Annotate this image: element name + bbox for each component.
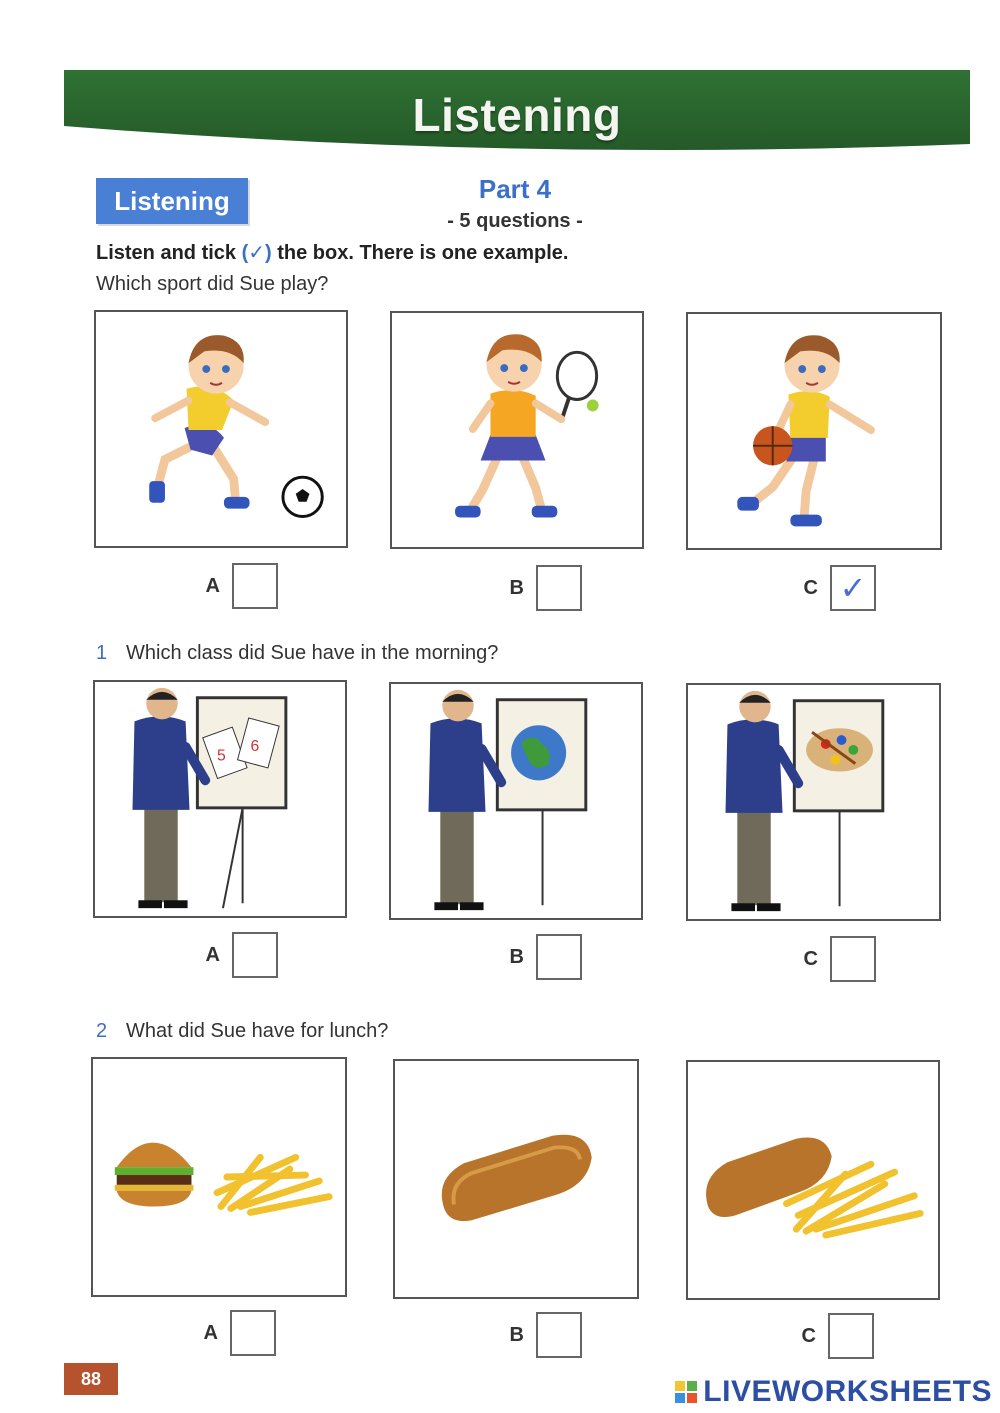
fish-and-chips-image: [688, 1062, 938, 1298]
svg-text:6: 6: [250, 737, 260, 755]
option-q1-a: [200, 932, 278, 978]
question-number: 2: [96, 1020, 108, 1042]
option-example-c: [798, 565, 876, 611]
question-text: What did Sue have for lunch?: [126, 1020, 389, 1042]
option-letter: C: [803, 947, 818, 970]
tick-symbol: (✓): [241, 242, 272, 264]
question-number: 1: [96, 642, 108, 664]
instruction-end: the box. There is one example.: [271, 242, 569, 264]
brand-grid-icon: [675, 1381, 697, 1403]
teacher-geography-image: [391, 684, 641, 918]
picture-q2-c: [686, 1060, 940, 1300]
option-q1-c: [798, 936, 876, 982]
option-letter: A: [203, 1321, 218, 1344]
burger-and-chips-image: [93, 1059, 345, 1295]
fish-fingers-image: [395, 1061, 637, 1297]
picture-q1-a: [93, 680, 347, 918]
section-tag: Listening: [96, 178, 248, 224]
picture-q2-a: [91, 1057, 347, 1297]
picture-q2-b: [393, 1059, 639, 1299]
tick-box-q1-c[interactable]: [830, 936, 876, 982]
option-q1-b: [504, 934, 582, 980]
example-question: [96, 273, 328, 296]
girl-football-image: [96, 312, 346, 546]
option-q2-c: [796, 1313, 874, 1359]
question-text: Which class did Sue have in the morning?: [126, 642, 499, 664]
girl-tennis-image: [392, 313, 642, 547]
picture-q1-c: [686, 683, 941, 921]
tick-box-q2-c[interactable]: [828, 1313, 874, 1359]
brand-logo[interactable]: [675, 1375, 992, 1409]
tick-box-q2-a[interactable]: [230, 1310, 276, 1356]
tick-box-q2-b[interactable]: [536, 1312, 582, 1358]
option-example-a: [200, 563, 278, 609]
picture-example-b: [390, 311, 644, 549]
girl-basketball-image: [688, 314, 940, 548]
question-text: Which sport did Sue play?: [96, 273, 329, 295]
page-number: 88: [64, 1363, 118, 1395]
tick-box-q1-b[interactable]: [536, 934, 582, 980]
tick-box-q1-a[interactable]: [232, 932, 278, 978]
teacher-maths-image: [95, 682, 345, 916]
banner-title: Listening: [412, 89, 622, 141]
picture-q1-b: [389, 682, 643, 920]
part-title: Part 4: [478, 174, 552, 204]
question-count: - 5 questions -: [447, 210, 583, 232]
teacher-art-image: [688, 685, 939, 919]
title-banner: [64, 70, 970, 162]
option-letter: B: [509, 1323, 524, 1346]
option-letter: C: [801, 1324, 816, 1347]
instruction: [96, 240, 568, 265]
svg-text:5: 5: [217, 747, 226, 765]
option-letter: A: [205, 574, 220, 597]
brand-text: LIVEWORKSHEETS: [703, 1375, 992, 1408]
question-2: [96, 1020, 388, 1043]
tick-box-example-a[interactable]: [232, 563, 278, 609]
question-1: [96, 642, 498, 665]
option-letter: C: [803, 576, 818, 599]
picture-example-c: [686, 312, 942, 550]
tick-box-example-c[interactable]: ✓: [830, 565, 876, 611]
tick-box-example-b[interactable]: [536, 565, 582, 611]
option-letter: B: [509, 576, 524, 599]
option-q2-b: [504, 1312, 582, 1358]
instruction-start: Listen and tick: [96, 242, 242, 264]
option-example-b: [504, 565, 582, 611]
option-letter: A: [205, 943, 220, 966]
option-letter: B: [509, 945, 524, 968]
picture-example-a: [94, 310, 348, 548]
option-q2-a: [198, 1310, 276, 1356]
